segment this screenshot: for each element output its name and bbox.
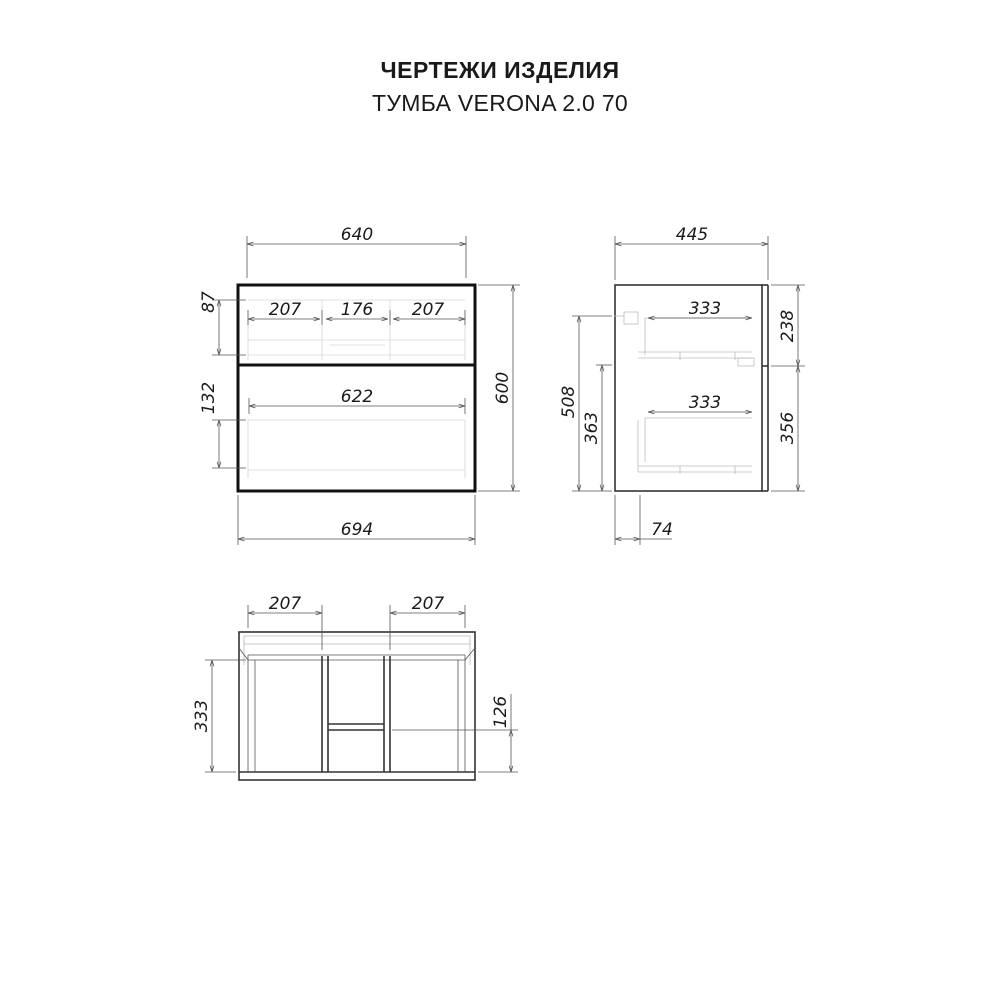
side-view [559,225,805,545]
dim-top-left: 207 [268,594,302,614]
dim-overall-width: 694 [340,520,374,540]
dim-drawer-left: 207 [268,300,302,320]
dim-drawer-right: 207 [411,300,445,320]
dim-inner-lower: 363 [582,411,602,445]
dim-top-depth: 333 [192,699,212,733]
product-name: ТУМБА VERONA 2.0 70 [371,90,629,116]
dim-side-lower: 356 [778,411,798,445]
dim-bottom-offset: 74 [651,520,673,540]
dim-top-small-depth: 126 [491,695,511,729]
front-view [199,225,520,545]
dim-lower-height: 132 [199,381,219,415]
drawing-title: ЧЕРТЕЖИ ИЗДЕЛИЯ [380,57,620,83]
dim-top-width: 640 [340,225,374,245]
top-view [192,594,518,780]
dim-inner-height: 508 [559,385,579,419]
dim-top-right: 207 [411,594,445,614]
dim-drawer-mid: 176 [340,300,374,320]
dim-overall-height: 600 [493,371,513,405]
dim-lower-inner: 622 [340,387,374,407]
top-outline [239,632,475,780]
dim-upper-height: 87 [199,291,219,313]
dim-upper-drawer: 333 [688,299,722,319]
dim-depth: 445 [675,225,709,245]
dim-lower-drawer: 333 [688,393,722,413]
dim-side-upper: 238 [778,309,798,343]
